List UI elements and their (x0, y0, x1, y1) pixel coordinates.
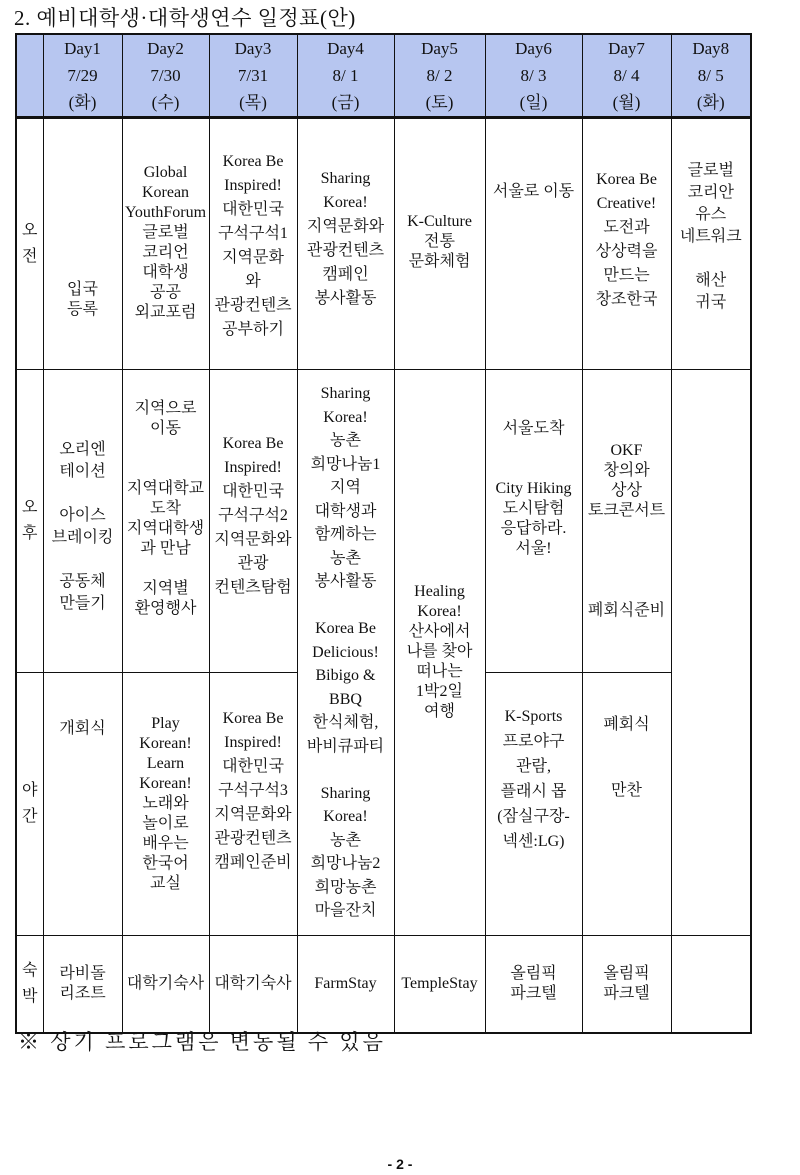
cell-lodging-day6: 올림픽 파크텔 (485, 936, 582, 1033)
lodging-row (16, 936, 751, 1033)
header-day6: Day6 8/ 3 (일) (485, 34, 582, 118)
header-day7: Day7 8/ 4 (월) (582, 34, 671, 118)
page-number: - 2 - (387, 1156, 413, 1172)
cell-afternoon-night-day5: Healing Korea! 산사에서 나를 찾아 떠나는 1박2일 여행 (394, 370, 485, 936)
header-day2: Day2 7/30 (수) (122, 34, 209, 118)
cell-lodging-day7: 올림픽 파크텔 (582, 936, 671, 1033)
cell-night-day1: 개회식 (43, 673, 122, 936)
cell-morning-day5: K-Culture 전통 문화체험 (394, 118, 485, 370)
cell-morning-day2: Global Korean YouthForum 글로벌 코리언 대학생 공공 외교포럼 (122, 118, 209, 370)
cell-lodging-day8 (671, 936, 751, 1033)
cell-morning-day1: 입국 등록 (43, 118, 122, 370)
cell-afternoon-day6: 서울도착 City Hiking 도시탐험 응답하라. 서울! (485, 370, 582, 673)
cell-lodging-day4: FarmStay (297, 936, 394, 1033)
cell-morning-day3: Korea Be Inspired! 대한민국 구석구석1 지역문화 와 관광컨텐츠 공부하기 (209, 118, 297, 370)
header-day8: Day8 8/ 5 (화) (671, 34, 751, 118)
cell-lodging-day5: TempleStay (394, 936, 485, 1033)
row-label-afternoon: 오 후 (16, 370, 43, 673)
cell-night-day2: Play Korean! Learn Korean! 노래와 놀이로 배우는 한국어 교실 (122, 673, 209, 936)
cell-night-day6: K-Sports 프로야구 관람, 플래시 몹 (잠실구장- 넥센:LG) (485, 673, 582, 936)
cell-afternoon-night-day8 (671, 370, 751, 936)
cell-afternoon-day1: 오리엔 테이션 아이스 브레이킹 공동체 만들기 (43, 370, 122, 673)
header-row (16, 34, 751, 118)
schedule-table (15, 33, 752, 1034)
cell-lodging-day3: 대학기숙사 (209, 936, 297, 1033)
cell-lodging-day1: 라비돌 리조트 (43, 936, 122, 1033)
cell-afternoon-day7: OKF 창의와 상상 토크콘서트 폐회식준비 (582, 370, 671, 673)
header-day3: Day3 7/31 (목) (209, 34, 297, 118)
cell-afternoon-night-day4: Sharing Korea! 농촌 희망나눔1 지역 대학생과 함께하는 농촌 봉사활동 Korea Be Delicious! Bibigo & BBQ 한식체험, 바비큐파티 Sharing Korea! 농촌 희망나눔2 희망농촌 마을잔치 (297, 370, 394, 936)
cell-lodging-day2: 대학기숙사 (122, 936, 209, 1033)
header-day5: Day5 8/ 2 (토) (394, 34, 485, 118)
cell-afternoon-day2: 지역으로 이동 지역대학교 도착 지역대학생 과 만남 지역별 환영행사 (122, 370, 209, 673)
afternoon-row (16, 370, 751, 673)
cell-morning-day7: Korea Be Creative! 도전과 상상력을 만드는 창조한국 (582, 118, 671, 370)
row-label-lodging: 숙 박 (16, 936, 43, 1033)
cell-afternoon-day3: Korea Be Inspired! 대한민국 구석구석2 지역문화와 관광 컨텐츠탐험 (209, 370, 297, 673)
cell-morning-day8: 글로벌 코리안 유스 네트워크 해산 귀국 (671, 118, 751, 370)
header-day1: Day1 7/29 (화) (43, 34, 122, 118)
document-title: 2. 예비대학생·대학생연수 일정표(안) (14, 6, 356, 30)
morning-row (16, 118, 751, 370)
row-label-morning: 오 전 (16, 118, 43, 370)
cell-night-day7: 폐회식 만찬 (582, 673, 671, 936)
cell-night-day3: Korea Be Inspired! 대한민국 구석구석3 지역문화와 관광컨텐츠 캠페인준비 (209, 673, 297, 936)
cell-morning-day4: Sharing Korea! 지역문화와 관광컨텐츠 캠페인 봉사활동 (297, 118, 394, 370)
corner-cell (16, 34, 43, 118)
header-day4: Day4 8/ 1 (금) (297, 34, 394, 118)
footer-note: ※ 상기 프로그램은 변동될 수 있음 (18, 1030, 386, 1054)
cell-morning-day6: 서울로 이동 (485, 118, 582, 370)
row-label-night: 야 간 (16, 673, 43, 936)
